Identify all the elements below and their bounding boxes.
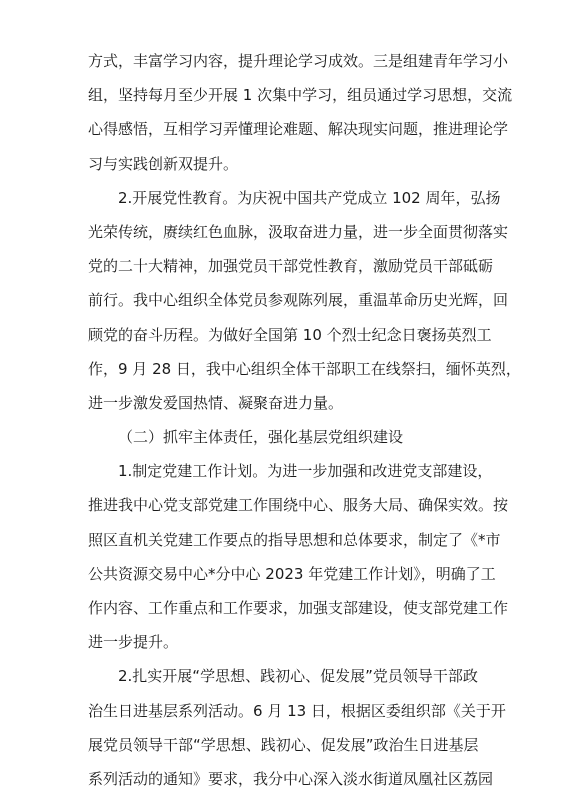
text-line: 1.制定党建工作计划。为进一步加强和改进党支部建设， — [118, 462, 493, 481]
text-line: 作内容、工作重点和工作要求，加强支部建设，使支部党建工作 — [88, 599, 509, 617]
text-line: 组，坚持每月至少开展 1 次集中学习，组员通过学习思想，交流 — [88, 86, 513, 105]
paragraph-study-group — [88, 44, 513, 181]
text-line: 公共资源交易中心*分中心 2023 年党建工作计划》，明确了工 — [88, 564, 496, 583]
section-heading — [88, 420, 506, 454]
text-line: 推进我中心党支部党建工作围绕中心、服务大局、确保实效。按 — [88, 496, 509, 515]
text-line: 照区直机关党建工作要点的指导思想和总体要求，制定了《*市 — [88, 530, 501, 549]
text-line: 习与实践创新双提升。 — [88, 154, 239, 173]
paragraph-work-plan — [88, 454, 509, 659]
text-line: 方式，丰富学习内容，提升理论学习成效。三是组建青年学习小 — [88, 52, 509, 70]
text-line: 作，9 月 28 日，我中心组织全体干部职工在线祭扫，缅怀英烈， — [88, 359, 521, 378]
paragraph-party-education — [88, 181, 521, 420]
text-line: 进一步激发爱国热情、凝聚奋进力量。 — [88, 393, 344, 412]
text-line: 2.扎实开展“学思想、践初心、促发展”党员领导干部政 — [118, 667, 478, 686]
text-line: 进一步提升。 — [88, 633, 179, 652]
text-line: 2.开展党性教育。为庆祝中国共产党成立 102 周年，弘扬 — [118, 188, 501, 207]
text-line: 心得感悟，互相学习弄懂理论难题、解决现实问题，推进理论学 — [88, 120, 509, 139]
paragraph-political-birthday — [88, 659, 506, 796]
text-line: 前行。我中心组织全体党员参观陈列展，重温革命历史光辉，回 — [88, 291, 509, 310]
document-body — [88, 44, 521, 796]
text-line: 治生日进基层系列活动。6 月 13 日，根据区委组织部《关于开 — [88, 701, 506, 720]
text-line: 顾党的奋斗历程。为做好全国第 10 个烈士纪念日褒扬英烈工 — [88, 325, 492, 344]
section-heading-text: （二）抓牢主体责任，强化基层党组织建设 — [118, 428, 404, 447]
text-line: 党的二十大精神，加强党员干部党性教育，激励党员干部砥砺 — [88, 257, 494, 276]
text-line: 系列活动的通知》要求，我分中心深入淡水街道凤凰社区荔园 — [88, 769, 494, 788]
text-line: 展党员领导干部“学思想、践初心、促发展”政治生日进基层 — [88, 735, 479, 754]
text-line: 光荣传统，赓续红色血脉，汲取奋进力量，进一步全面贯彻落实 — [88, 222, 509, 241]
